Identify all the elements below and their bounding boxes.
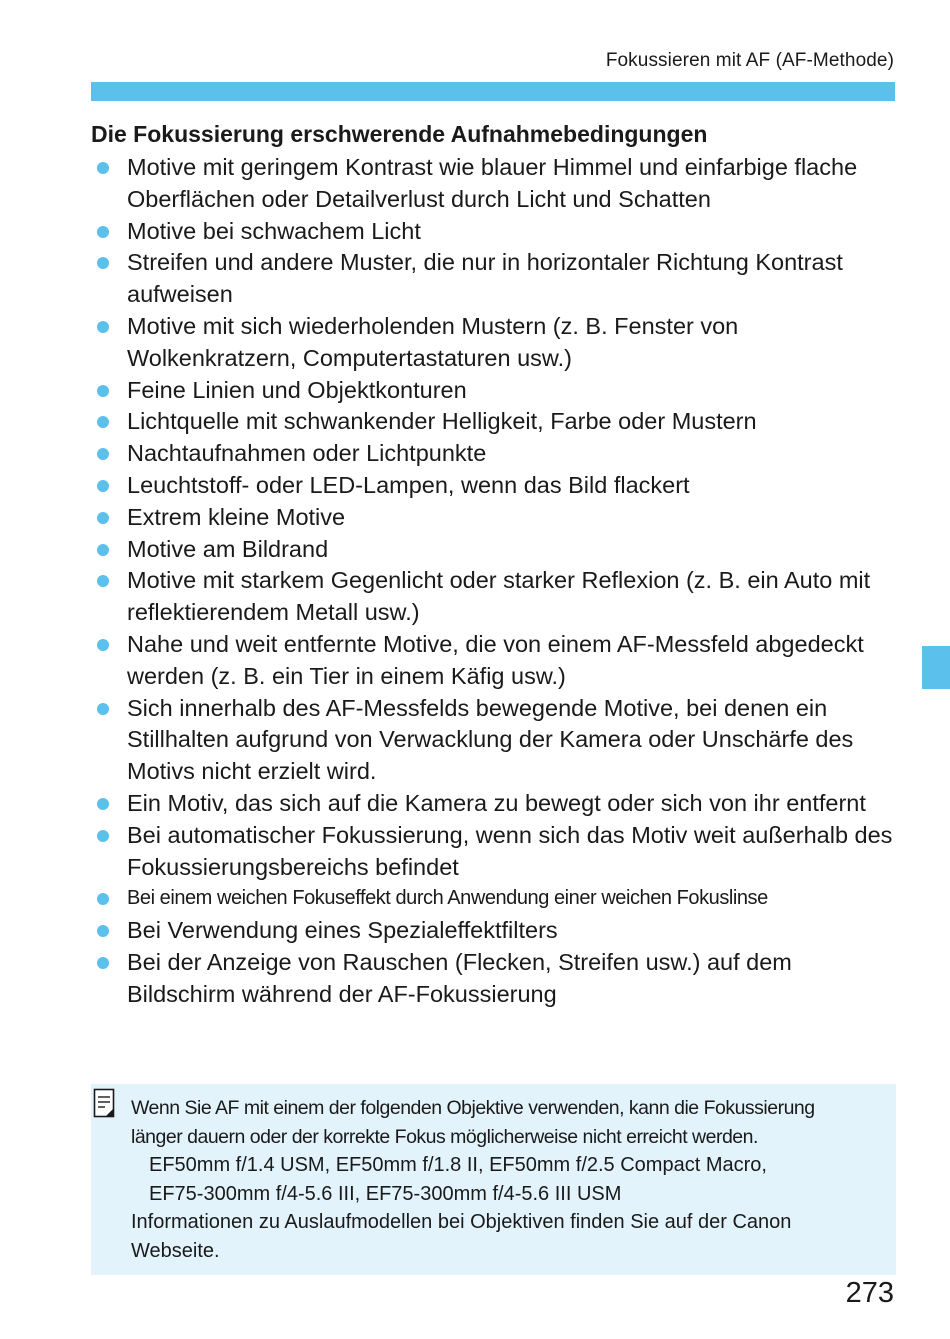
note-line: Webseite.	[131, 1239, 220, 1262]
list-item-text: Motive bei schwachem Licht	[127, 217, 421, 244]
list-item-text: Nahe und weit entfernte Motive, die von einem AF-Messfeld abgedeckt werden (z. B. ein Tier in einem Käfig usw.)	[127, 630, 864, 689]
list-item	[91, 534, 897, 566]
bullet-icon	[97, 385, 109, 397]
bullet-icon	[97, 321, 109, 333]
bullet-icon	[97, 639, 109, 651]
bullet-icon	[97, 575, 109, 587]
lens-list-line: EF75-300mm f/4-5.6 III, EF75-300mm f/4-5.6 III USM	[149, 1182, 622, 1205]
list-item	[91, 152, 897, 216]
bullet-icon	[97, 226, 109, 238]
list-item	[91, 438, 897, 470]
note-line: länger dauern oder der korrekte Fokus möglicherweise nicht erreicht werden.	[131, 1125, 758, 1148]
list-item	[91, 788, 897, 820]
list-item-text: Streifen und andere Muster, die nur in horizontaler Richtung Kontrast aufweisen	[127, 249, 843, 308]
bullet-icon	[97, 162, 109, 174]
list-item-text: Leuchtstoff- oder LED-Lampen, wenn das Bild flackert	[127, 471, 690, 498]
list-item	[91, 470, 897, 502]
list-item	[91, 820, 897, 884]
bullet-icon	[97, 957, 109, 969]
list-item-text: Bei automatischer Fokussierung, wenn sich das Motiv weit außerhalb des Fokussierungsbereichs befindet	[127, 821, 893, 880]
bullet-icon	[97, 480, 109, 492]
list-item	[91, 947, 897, 1011]
memo-note-icon	[93, 1088, 115, 1118]
bullet-icon	[97, 798, 109, 810]
list-item-text: Sich innerhalb des AF-Messfelds bewegende Motive, bei denen ein Stillhalten aufgrund von Verwacklung der Kamera oder Unschärfe des Motivs nicht erzielt wird.	[127, 694, 854, 785]
list-item	[91, 406, 897, 438]
list-item	[91, 565, 897, 629]
bullet-icon	[97, 257, 109, 269]
chapter-tab-marker	[922, 646, 950, 689]
list-item	[91, 311, 897, 375]
page-number: 273	[845, 1277, 894, 1309]
list-item	[91, 915, 897, 947]
list-item-text: Bei Verwendung eines Spezialeffektfilters	[127, 917, 558, 944]
list-item-text: Extrem kleine Motive	[127, 503, 346, 530]
list-item	[91, 216, 897, 248]
bullet-icon	[97, 703, 109, 715]
list-item	[91, 693, 897, 788]
list-item	[91, 502, 897, 534]
bullet-icon	[97, 893, 109, 905]
bullet-icon	[97, 416, 109, 428]
list-item-text: Bei einem weichen Fokuseffekt durch Anwendung einer weichen Fokuslinse	[127, 887, 768, 910]
note-line: Wenn Sie AF mit einem der folgenden Objektive verwenden, kann die Fokussierung	[131, 1097, 815, 1119]
list-item-text: Motive mit geringem Kontrast wie blauer Himmel und einfarbige flache Oberflächen oder Detailverlust durch Licht und Schatten	[127, 154, 858, 212]
list-item-text: Ein Motiv, das sich auf die Kamera zu bewegt oder sich von ihr entfernt	[127, 789, 866, 816]
list-item	[91, 375, 897, 407]
header-accent-bar	[91, 82, 895, 101]
list-item-text: Lichtquelle mit schwankender Helligkeit, Farbe oder Mustern	[127, 408, 757, 435]
bullet-icon	[97, 830, 109, 842]
bullet-icon	[97, 925, 109, 937]
bullet-icon	[97, 544, 109, 556]
list-item-text: Motive mit sich wiederholenden Mustern (z. B. Fenster von Wolkenkratzern, Computertastaturen usw.)	[127, 312, 739, 371]
running-header-title: Fokussieren mit AF (AF-Methode)	[605, 50, 894, 71]
conditions-bullet-list	[91, 152, 897, 1011]
list-item-text: Feine Linien und Objektkonturen	[127, 376, 467, 403]
list-item	[91, 629, 897, 693]
note-text	[131, 1094, 886, 1265]
list-item-text: Motive mit starkem Gegenlicht oder starker Reflexion (z. B. ein Auto mit reflektierendem Metall usw.)	[127, 567, 871, 626]
list-item-text: Nachtaufnahmen oder Lichtpunkte	[127, 440, 487, 467]
list-item-text: Bei der Anzeige von Rauschen (Flecken, Streifen usw.) auf dem Bildschirm während der AF-Fokussierung	[127, 948, 792, 1007]
note-box	[91, 1084, 896, 1275]
lens-list-line: EF50mm f/1.4 USM, EF50mm f/1.8 II, EF50mm f/2.5 Compact Macro,	[149, 1154, 767, 1176]
note-line: Informationen zu Auslaufmodellen bei Objektiven finden Sie auf der Canon	[131, 1211, 792, 1233]
bullet-icon	[97, 448, 109, 460]
bullet-icon	[97, 512, 109, 524]
section-heading: Die Fokussierung erschwerende Aufnahmebedingungen	[91, 121, 708, 147]
list-item	[91, 247, 897, 311]
list-item-text: Motive am Bildrand	[127, 535, 329, 562]
list-item	[91, 883, 897, 915]
